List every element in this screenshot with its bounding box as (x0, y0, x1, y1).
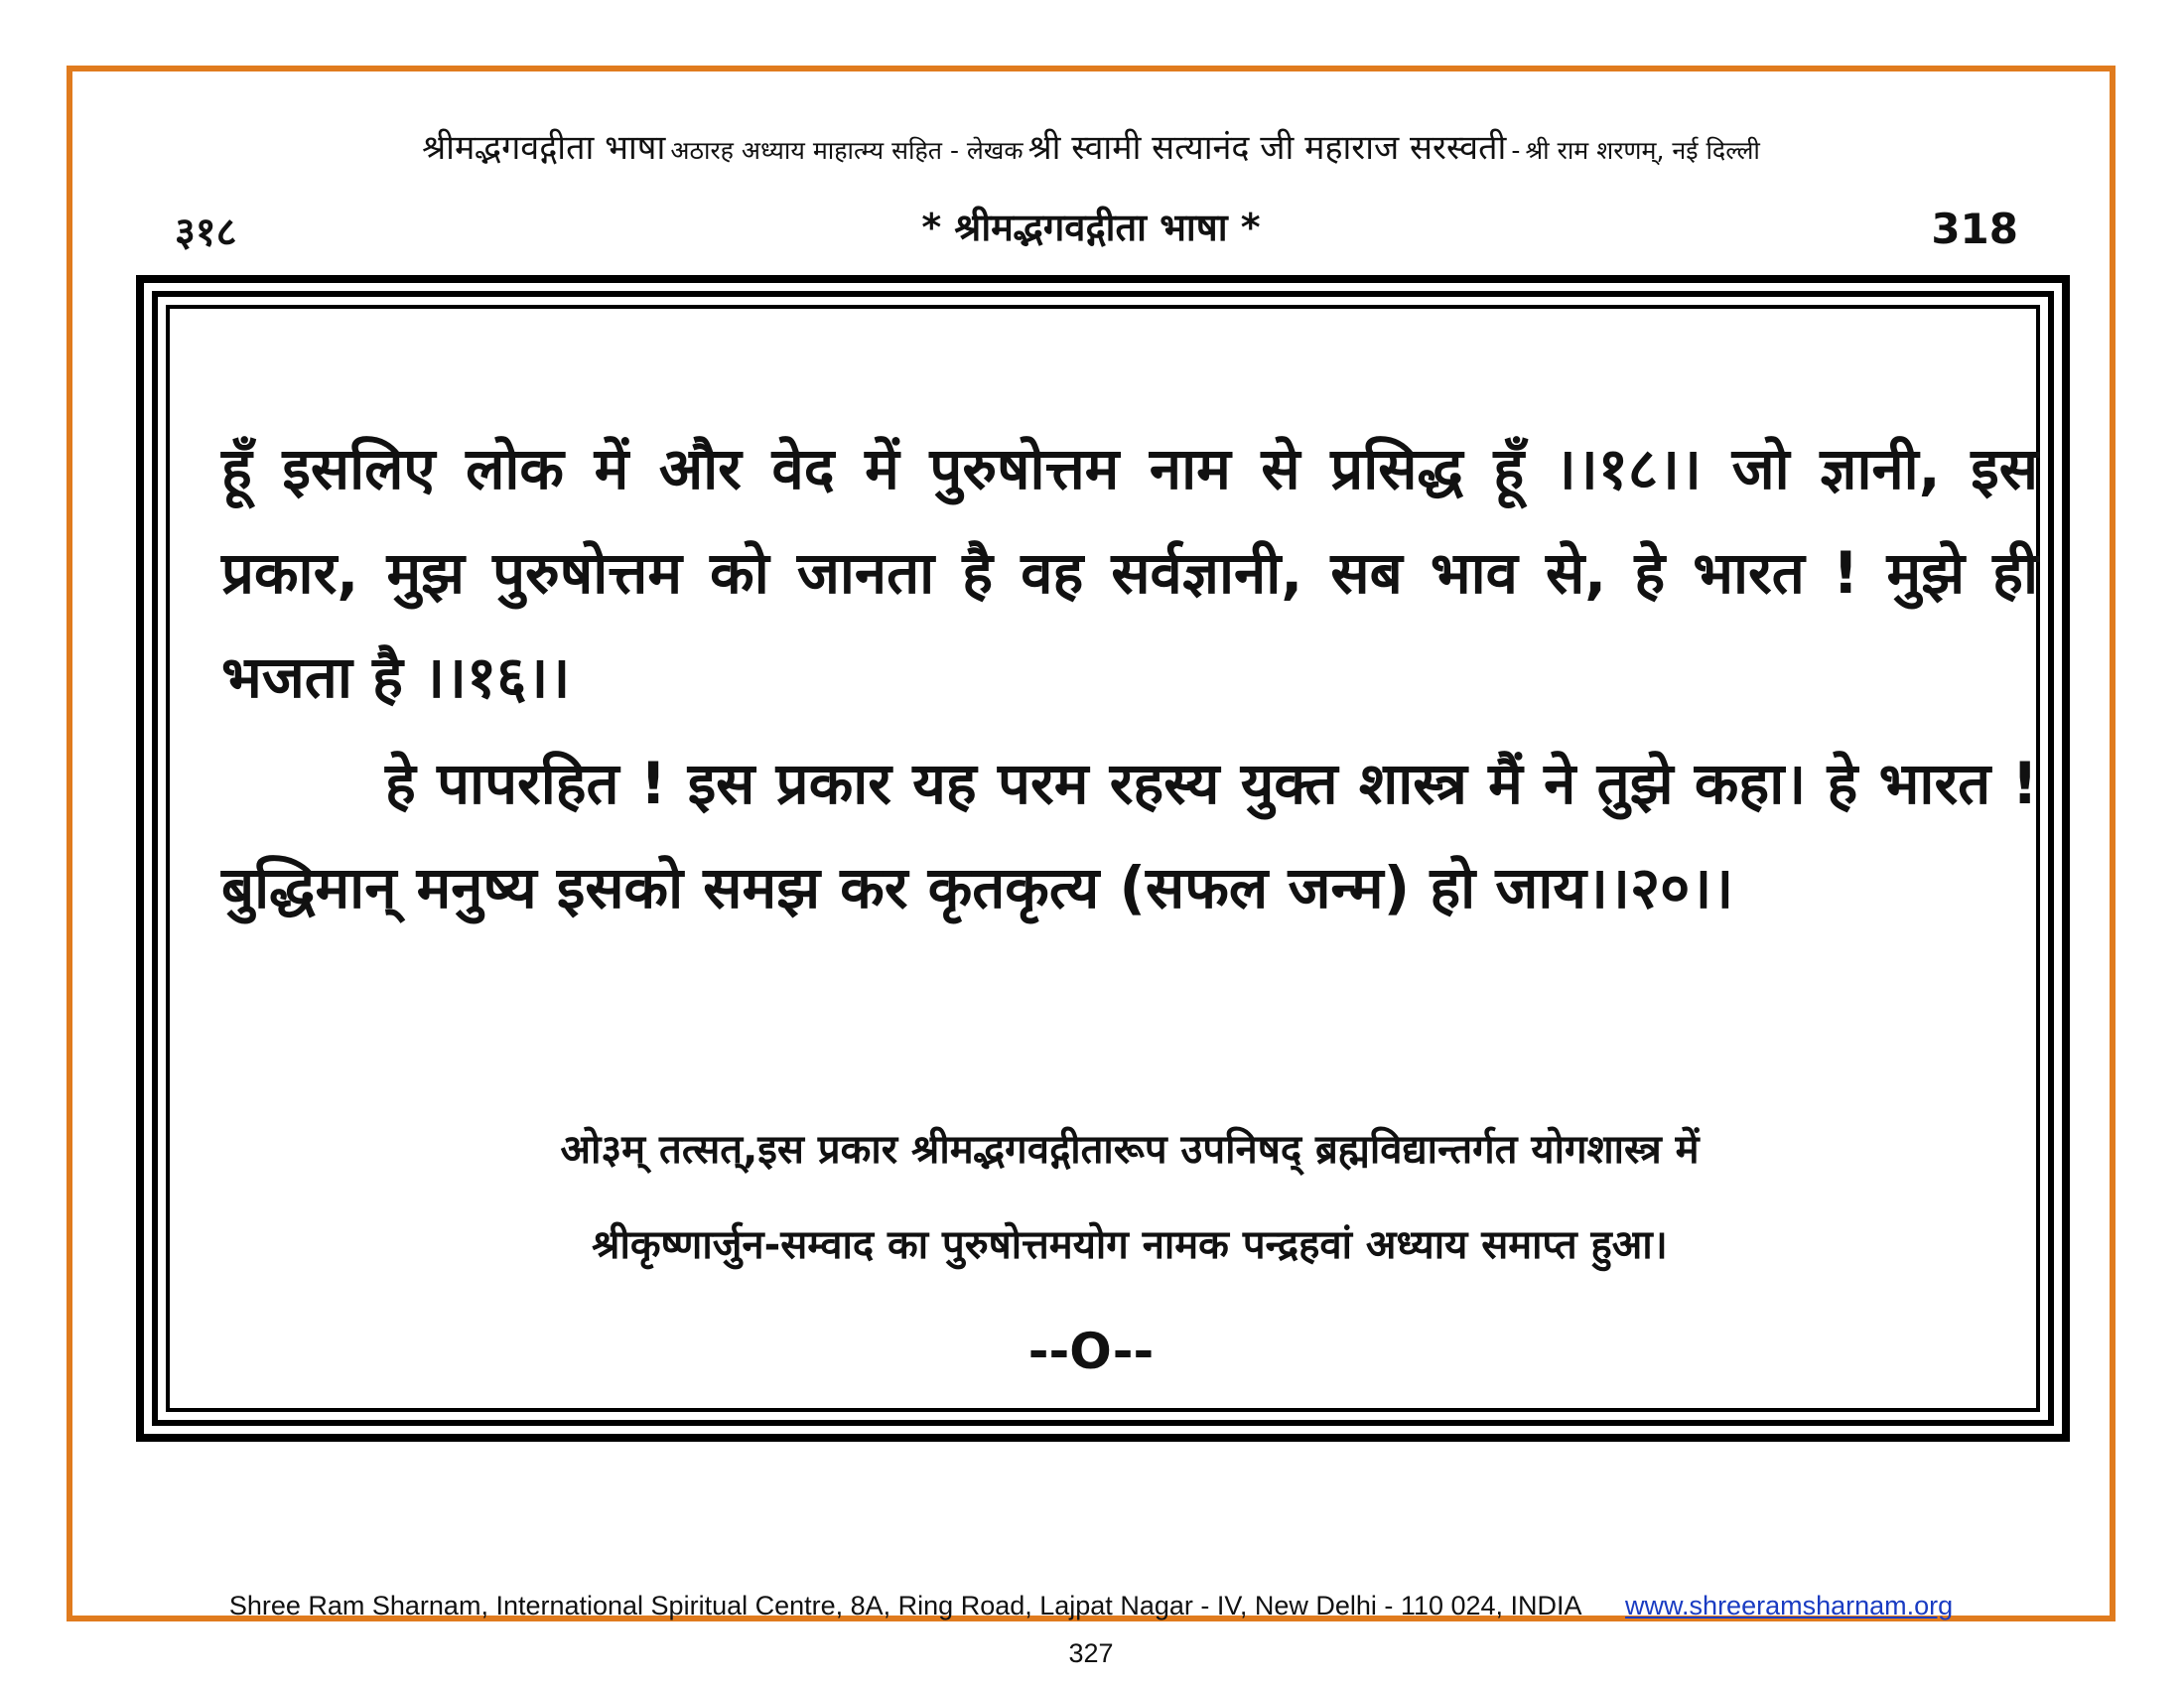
header-separator: - (1511, 136, 1521, 165)
page-number-devanagari: ३१८ (175, 210, 237, 255)
page-number: 318 (1931, 205, 2018, 253)
header-publisher: श्री राम शरणम्, नई दिल्ली (1525, 136, 1760, 165)
chapter-colophon (221, 1102, 2038, 1293)
header-title: श्रीमद्भगवद्गीता भाषा (422, 128, 666, 168)
header-author: श्री स्वामी सत्यानंद जी महाराज सरस्वती (1027, 128, 1507, 168)
colophon-line-2: श्रीकृष्णार्जुन-सम्वाद का पुरुषोत्तमयोग नामक पन्द्रहवां अध्याय समाप्त हुआ। (592, 1222, 1668, 1268)
header-subtitle: अठारह अध्याय माहात्म्य सहित - लेखक (670, 136, 1024, 165)
document-header (72, 123, 2110, 169)
verse-paragraph-2: हे पापरहित ! इस प्रकार यह परम रहस्य युक्त शास्त्र मैं ने तुझे कहा। हे भारत ! बुद्धिमान् मनुष्य इसको समझ कर कृतकृत्य (सफल जन्म) हो जाय।।२०।। (221, 750, 2038, 921)
footer (72, 1591, 2110, 1621)
book-title: * श्रीमद्भगवद्गीता भाषा * (921, 206, 1261, 249)
end-mark: --O-- (1027, 1323, 1155, 1380)
book-page-header (72, 191, 2110, 270)
page-frame (67, 66, 2116, 1668)
footer-page-number: 327 (1068, 1638, 1114, 1668)
colophon-line-1: ओ३म् तत्सत्,इस प्रकार श्रीमद्भगवद्गीतारूप उपनिषद् ब्रह्मविद्यान्तर्गत योगशास्त्र में (560, 1127, 1700, 1173)
verse-content (221, 417, 2038, 940)
footer-address: Shree Ram Sharnam, International Spiritual Centre, 8A, Ring Road, Lajpat Nagar - IV, New Delhi - 110 024, INDIA (228, 1591, 1582, 1620)
website-link[interactable]: www.shreeramsharnam.org (1625, 1591, 1954, 1620)
verse-paragraph-1: हूँ इसलिए लोक में और वेद में पुरुषोत्तम नाम से प्रसिद्ध हूँ ।।१८।। जो ज्ञानी, इस प्रकार, मुझ पुरुषोत्तम को जानता है वह सर्वज्ञानी, सब भाव से, हे भारत ! मुझे ही भजता है ।।१६।। (221, 435, 2038, 711)
